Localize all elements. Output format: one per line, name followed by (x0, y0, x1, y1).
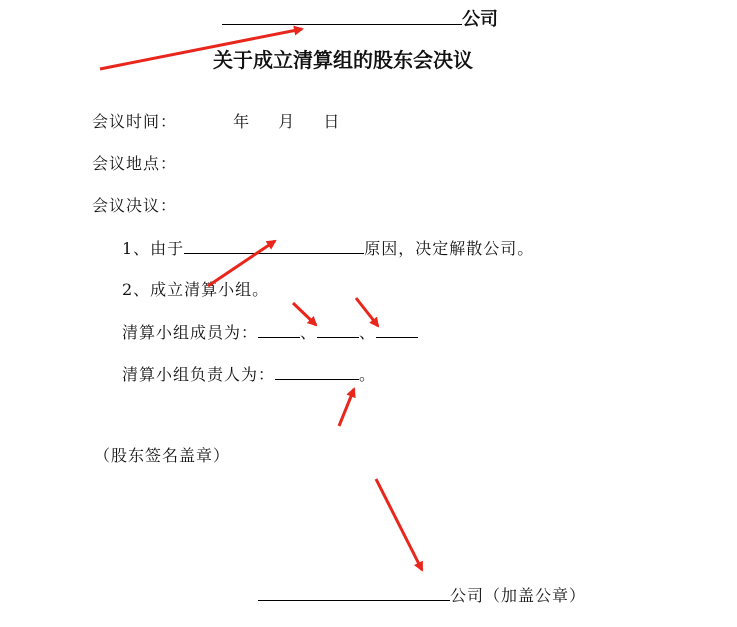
meeting-time-month: 月 (278, 112, 296, 131)
arrow-to-member-1 (293, 303, 316, 325)
document-title: 关于成立清算组的股东会决议 (213, 48, 473, 72)
arrow-to-reason-blank (208, 241, 275, 286)
company-suffix: 公司 (462, 9, 498, 30)
arrow-to-leader-blank (339, 389, 354, 426)
meeting-time-day: 日 (323, 112, 341, 131)
item1-suffix: 原因，决定解散公司。 (364, 239, 535, 258)
meeting-time-label: 会议时间： (92, 112, 178, 131)
leader-end: 。 (359, 365, 377, 384)
meeting-resolution-label: 会议决议： (92, 196, 178, 215)
meeting-place-label: 会议地点： (92, 154, 178, 173)
leader-label: 清算小组负责人为： (122, 365, 276, 384)
member-separator-2: 、 (359, 323, 377, 342)
arrow-to-company-seal (376, 479, 422, 570)
member-separator-1: 、 (300, 323, 318, 342)
arrow-to-member-2 (356, 298, 378, 326)
shareholders-signature-label: （股东签名盖章） (94, 446, 231, 465)
company-seal-label: 公司（加盖公章） (450, 586, 587, 605)
meeting-time-year: 年 (233, 112, 251, 131)
members-label: 清算小组成员为： (122, 323, 259, 342)
resolution-item-2: 2、成立清算小组。 (122, 280, 270, 299)
arrow-to-company-name (100, 29, 302, 69)
item1-prefix: 1、由于 (122, 239, 185, 258)
